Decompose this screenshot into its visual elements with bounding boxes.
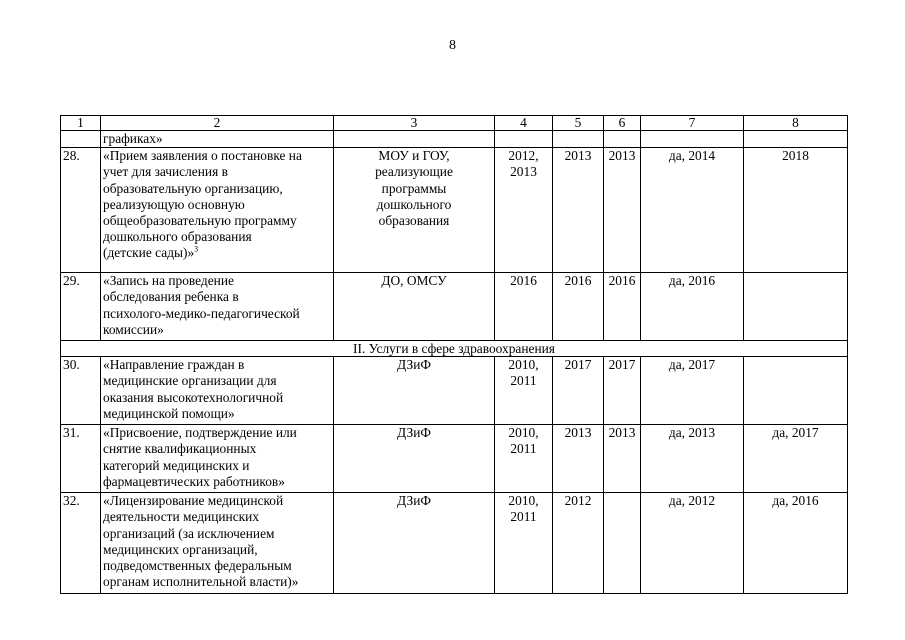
col4-line: 2016: [510, 273, 537, 289]
cell-col8: 2018: [744, 148, 848, 273]
table-row: [61, 273, 848, 341]
org-line: ДЗиФ: [397, 357, 431, 373]
name-line: «Присвоение, подтверждение или: [103, 425, 297, 441]
org-line: реализующие: [375, 164, 453, 180]
cell-col7: да, 2017: [641, 357, 744, 425]
name-line: дошкольного образования: [103, 229, 252, 245]
cell-col4: [495, 148, 553, 273]
table-row: [61, 357, 848, 425]
cell-organization: [334, 273, 495, 341]
cell-num: [61, 131, 101, 148]
org-line: ДО, ОМСУ: [381, 273, 447, 289]
name-line-text: (детские сады)»: [103, 245, 195, 261]
cell-empty: [604, 131, 641, 148]
col4-line: 2010,: [508, 357, 539, 373]
cell-col7: да, 2016: [641, 273, 744, 341]
cell-empty: [495, 131, 553, 148]
cell-empty: [744, 131, 848, 148]
name-line: снятие квалификационных: [103, 441, 257, 457]
col4-line: 2010,: [508, 425, 539, 441]
cell-col5: 2016: [553, 273, 604, 341]
cell-col5: 2013: [553, 425, 604, 493]
cell-col5: 2012: [553, 493, 604, 594]
name-line: комиссии»: [103, 321, 164, 337]
col4-line: 2013: [510, 164, 537, 180]
cell-col7: да, 2014: [641, 148, 744, 273]
name-line: реализующую основную: [103, 196, 245, 212]
cell-service-name: [101, 425, 334, 493]
cell-num: 29.: [61, 273, 101, 341]
col4-line: 2010,: [508, 493, 539, 509]
table-row: [61, 425, 848, 493]
cell-organization: [334, 357, 495, 425]
name-line: оказания высокотехнологичной: [103, 389, 284, 405]
column-header: 4: [495, 116, 553, 131]
col4-line: 2011: [510, 509, 537, 525]
name-line: образовательную организацию,: [103, 180, 283, 196]
footnote-mark: 3: [194, 244, 199, 254]
column-header: 8: [744, 116, 848, 131]
name-line: категорий медицинских и: [103, 457, 250, 473]
cell-col6: 2017: [604, 357, 641, 425]
cell-continuation: графиках»: [101, 131, 334, 148]
name-line: учет для зачисления в: [103, 164, 228, 180]
name-line: медицинской помощи»: [103, 405, 235, 421]
org-line: ДЗиФ: [397, 493, 431, 509]
name-line: деятельности медицинских: [103, 509, 260, 525]
cell-col6: 2013: [604, 425, 641, 493]
col4-line: 2012,: [508, 148, 539, 164]
cell-col4: [495, 425, 553, 493]
org-line: программы: [381, 180, 447, 196]
section-title: II. Услуги в сфере здравоохранения: [61, 341, 848, 357]
cell-service-name: [101, 493, 334, 594]
cell-num: 31.: [61, 425, 101, 493]
cell-col6: [604, 493, 641, 594]
name-line: подведомственных федеральным: [103, 558, 292, 574]
cell-col8: [744, 273, 848, 341]
column-header: 2: [101, 116, 334, 131]
name-line: общеобразовательную программу: [103, 213, 297, 229]
cell-col8: да, 2016: [744, 493, 848, 594]
cell-col8: да, 2017: [744, 425, 848, 493]
cell-empty: [334, 131, 495, 148]
name-line: медицинские организации для: [103, 373, 277, 389]
name-line: «Прием заявления о постановке на: [103, 148, 302, 164]
cell-col6: 2013: [604, 148, 641, 273]
org-line: дошкольного: [376, 196, 452, 212]
name-line: психолого-медико-педагогической: [103, 305, 300, 321]
services-table: [60, 115, 848, 594]
table-row: [61, 493, 848, 594]
cell-organization: [334, 148, 495, 273]
cell-organization: [334, 493, 495, 594]
cell-col8: [744, 357, 848, 425]
cell-num: 32.: [61, 493, 101, 594]
column-header: 7: [641, 116, 744, 131]
column-header: 3: [334, 116, 495, 131]
col4-line: 2011: [510, 373, 537, 389]
cell-col5: 2017: [553, 357, 604, 425]
section-row: [61, 341, 848, 357]
cell-col7: да, 2012: [641, 493, 744, 594]
org-line: образования: [378, 213, 450, 229]
cell-col4: [495, 493, 553, 594]
org-line: ДЗиФ: [397, 425, 431, 441]
name-line: медицинских организаций,: [103, 541, 258, 557]
table-row: [61, 148, 848, 273]
name-line: «Лицензирование медицинской: [103, 493, 284, 509]
cell-num: 28.: [61, 148, 101, 273]
cell-col4: [495, 273, 553, 341]
continuation-row: [61, 131, 848, 148]
name-line: органам исполнительной власти)»: [103, 574, 299, 590]
cell-empty: [553, 131, 604, 148]
cell-num: 30.: [61, 357, 101, 425]
cell-organization: [334, 425, 495, 493]
cell-col6: 2016: [604, 273, 641, 341]
page-number: 8: [449, 38, 456, 53]
cell-empty: [641, 131, 744, 148]
col4-line: 2011: [510, 441, 537, 457]
cell-service-name: [101, 357, 334, 425]
cell-col4: [495, 357, 553, 425]
org-line: МОУ и ГОУ,: [378, 148, 450, 164]
cell-col7: да, 2013: [641, 425, 744, 493]
name-line: организаций (за исключением: [103, 525, 275, 541]
column-header: 1: [61, 116, 101, 131]
table-header-row: [61, 116, 848, 131]
name-line: обследования ребенка в: [103, 289, 239, 305]
name-line: [103, 245, 331, 261]
name-line: фармацевтических работников»: [103, 473, 285, 489]
column-header: 5: [553, 116, 604, 131]
cell-service-name: [101, 148, 334, 273]
column-header: 6: [604, 116, 641, 131]
name-line: «Направление граждан в: [103, 357, 245, 373]
name-line: «Запись на проведение: [103, 273, 234, 289]
cell-service-name: [101, 273, 334, 341]
cell-col5: 2013: [553, 148, 604, 273]
